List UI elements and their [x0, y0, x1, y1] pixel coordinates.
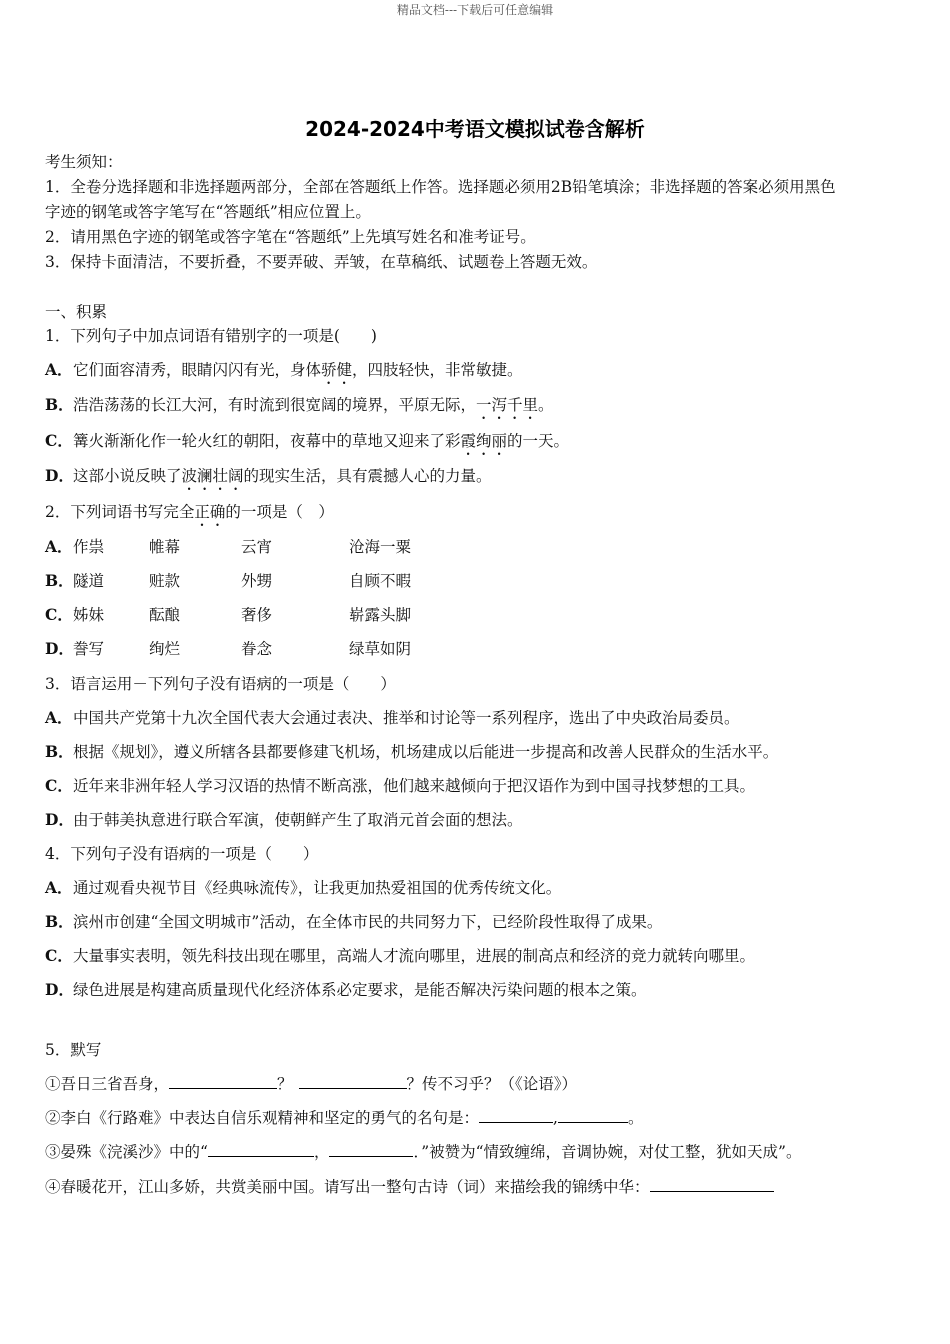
q2-option-d[interactable] — [45, 639, 411, 659]
question-3-stem: 3．语言运用－下列句子没有语病的一项是（ ） — [45, 675, 396, 693]
option-letter: A． — [45, 878, 73, 897]
notice-heading: 考生须知： — [45, 153, 123, 171]
option-word: 作祟 — [73, 538, 105, 556]
q2-option-c[interactable] — [45, 605, 411, 625]
question-5-stem: 5．默写 — [45, 1041, 102, 1059]
option-letter: C． — [45, 431, 73, 450]
question-1-stem: 1．下列句子中加点词语有错别字的一项是( ) — [45, 327, 377, 345]
option-letter: B． — [45, 571, 74, 590]
option-text: 中国共产党第十九次全国代表大会通过表决、推举和讨论等一系列程序，选出了中央政治局委员。 — [73, 709, 740, 727]
question-2-stem — [45, 502, 334, 530]
q5-line-3 — [45, 1141, 801, 1162]
option-letter: C． — [45, 946, 73, 965]
q5-line-2 — [45, 1107, 643, 1128]
q3-option-c[interactable] — [45, 776, 755, 796]
option-letter: D． — [45, 980, 74, 999]
option-word: 眷念 — [241, 640, 273, 658]
q4-option-a[interactable] — [45, 878, 561, 898]
option-text: 大量事实表明，领先科技出现在哪里，高端人才流向哪里，进展的制高点和经济的竞力就转向哪里。 — [73, 947, 756, 965]
line-text: ③晏殊《浣溪沙》中的“ — [45, 1143, 208, 1161]
q4-option-c[interactable] — [45, 946, 755, 966]
option-letter: A． — [45, 708, 73, 727]
option-letter: B． — [45, 742, 74, 761]
q5-line-4 — [45, 1176, 774, 1197]
option-letter: B． — [45, 395, 74, 414]
option-word: 外甥 — [241, 572, 273, 590]
option-letter: C． — [45, 776, 73, 795]
option-letter: D． — [45, 466, 74, 485]
option-word: 绿草如阴 — [349, 640, 412, 658]
option-text: 绿色进展是构建高质量现代化经济体系必定要求，是能否解决污染问题的根本之策。 — [73, 981, 647, 999]
option-word: 酝酿 — [149, 606, 181, 624]
header-note: 精品文档---下载后可任意编辑 — [396, 3, 554, 17]
option-word: 沧海一粟 — [349, 538, 412, 556]
section-heading: 一、积累 — [45, 303, 108, 321]
stem-text: 2．下列词语书写完全 — [45, 503, 195, 521]
line-text: ④春暖花开，江山多娇，共赏美丽中国。请写出一整句古诗（词）来描绘我的锦绣中华： — [45, 1178, 650, 1196]
dotted-word: 骄健 — [321, 361, 353, 379]
notice-item: 3．保持卡面清洁，不要折叠，不要弄破、弄皱，在草稿纸、试题卷上答题无效。 — [45, 253, 598, 271]
option-text: 。 — [538, 396, 554, 414]
answer-blank[interactable] — [299, 1073, 407, 1089]
dotted-word: 正确 — [194, 503, 226, 521]
option-letter: C． — [45, 605, 73, 624]
option-text: 近年来非洲年轻人学习汉语的热情不断高涨，他们越来越倾向于把汉语作为到中国寻找梦想的工具。 — [73, 777, 756, 795]
answer-blank[interactable] — [329, 1141, 413, 1157]
q3-option-a[interactable] — [45, 708, 740, 728]
option-text: 浩浩荡荡的长江大河，有时流到很宽阔的境界，平原无际， — [73, 396, 477, 414]
option-letter: B． — [45, 912, 74, 931]
line-text: ， — [313, 1143, 330, 1161]
q3-option-d[interactable] — [45, 810, 523, 830]
option-word: 姊妹 — [73, 606, 105, 624]
line-text: 。 — [627, 1109, 644, 1127]
line-text: ．”被赞为“情致缠绵，音调协婉，对仗工整，犹如天成”。 — [413, 1143, 802, 1161]
option-letter: D． — [45, 810, 74, 829]
q1-option-c[interactable] — [45, 431, 569, 459]
option-letter: A． — [45, 360, 73, 379]
q1-option-a[interactable] — [45, 360, 523, 388]
option-letter: A． — [45, 537, 73, 556]
answer-blank[interactable] — [208, 1141, 314, 1157]
q3-option-b[interactable] — [45, 742, 778, 762]
answer-blank[interactable] — [479, 1107, 553, 1123]
option-word: 云宵 — [241, 538, 273, 556]
option-word: 自顾不暇 — [349, 572, 412, 590]
answer-blank[interactable] — [169, 1073, 277, 1089]
stem-text: 的一项是（ ） — [225, 503, 334, 521]
question-4-stem: 4．下列句子没有语病的一项是（ ） — [45, 845, 319, 863]
q1-option-d[interactable] — [45, 466, 492, 494]
option-word: 赃款 — [149, 572, 181, 590]
dotted-word: 霞绚丽 — [460, 432, 508, 450]
option-text: 篝火渐渐化作一轮火红的朝阳，夜幕中的草地又迎来了彩 — [73, 432, 461, 450]
line-text: ？传不习乎？（《论语》） — [406, 1075, 578, 1093]
q1-option-b[interactable] — [45, 395, 554, 423]
line-text: , — [553, 1109, 558, 1127]
option-word: 帷幕 — [149, 538, 181, 556]
option-text: 的一天。 — [507, 432, 570, 450]
option-text: ，四肢轻快，非常敏捷。 — [352, 361, 523, 379]
dotted-word: 波澜壮阔 — [181, 467, 244, 485]
notice-item: 字迹的钢笔或答字笔写在“答题纸”相应位置上。 — [45, 203, 371, 221]
option-word: 誊写 — [73, 640, 105, 658]
notice-item: 1．全卷分选择题和非选择题两部分，全部在答题纸上作答。选择题必须用2B铅笔填涂；非选择题的答案必须用黑色 — [45, 178, 836, 196]
q4-option-b[interactable] — [45, 912, 662, 932]
line-text: ②李白《行路难》中表达自信乐观精神和坚定的勇气的名句是： — [45, 1109, 480, 1127]
option-text: 通过观看央视节目《经典咏流传》，让我更加热爱祖国的优秀传统文化。 — [73, 879, 562, 897]
option-text: 由于韩美执意进行联合军演，使朝鲜产生了取消元首会面的想法。 — [73, 811, 523, 829]
option-letter: D． — [45, 639, 74, 658]
option-word: 崭露头脚 — [349, 606, 412, 624]
line-text: ？ — [277, 1075, 293, 1093]
page-title: 2024-2024中考语文模拟试卷含解析 — [305, 117, 645, 141]
option-word: 奢侈 — [241, 606, 273, 624]
option-text: 这部小说反映了 — [73, 467, 182, 485]
option-word: 绚烂 — [149, 640, 181, 658]
option-text: 的现实生活，具有震撼人心的力量。 — [243, 467, 492, 485]
answer-blank[interactable] — [558, 1107, 628, 1123]
q2-option-b[interactable] — [45, 571, 411, 591]
q4-option-d[interactable] — [45, 980, 647, 1000]
option-text: 根据《规划》，遵义所辖各县都要修建飞机场，机场建成以后能进一步提高和改善人民群众的生活水平。 — [73, 743, 779, 761]
dotted-word: 一泻千里 — [476, 396, 539, 414]
answer-blank[interactable] — [650, 1176, 774, 1192]
q5-line-1 — [45, 1073, 577, 1094]
q2-option-a[interactable] — [45, 537, 411, 557]
option-text: 滨州市创建“全国文明城市”活动，在全体市民的共同努力下，已经阶段性取得了成果。 — [73, 913, 663, 931]
option-word: 隧道 — [73, 572, 105, 590]
line-text: ①吾日三省吾身， — [45, 1075, 170, 1093]
option-text: 它们面容清秀，眼睛闪闪有光，身体 — [73, 361, 322, 379]
notice-item: 2．请用黑色字迹的钢笔或答字笔在“答题纸”上先填写姓名和准考证号。 — [45, 228, 536, 246]
